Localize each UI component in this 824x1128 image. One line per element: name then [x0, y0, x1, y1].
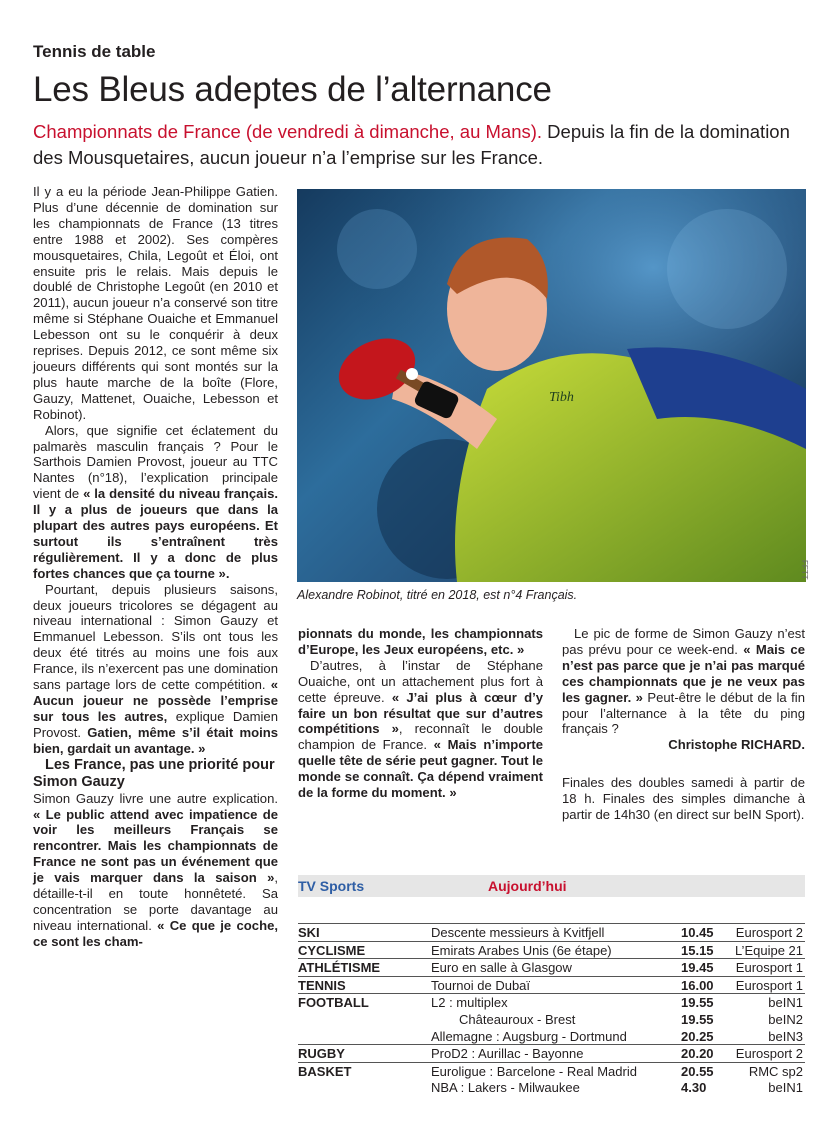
quote-gauzy-part1: « Ce que je coche, ce sont les cham-	[33, 917, 278, 949]
photo-credit: FFTT	[800, 560, 809, 580]
tv-row: RUGBY ProD2 : Aurillac - Bayonne 20.20 Eurosport 2	[298, 1046, 803, 1062]
paragraph-4: Simon Gauzy livre une autre explication. « Le public attend avec impatience de voir les meilleurs Français se rencontrer. Mais les championnats de France ne sont pas un événement que je vais marquer dans la saison », détaille-t-il en toute honnêteté. Sa concentration se porte davantage au niveau international. « Ce que je coche, ce sont les cham-	[33, 790, 278, 949]
subhead: Les France, pas une priorité pour Simon Gauzy	[33, 756, 275, 790]
chapo-text: Depuis la fin de la domination des Mousquetaires, aucun joueur n’a l’emprise sur les France.	[33, 121, 790, 168]
article-column-1	[33, 184, 278, 950]
quote-gauzy-part2: pionnats du monde, les championnats d’Europe, les Jeux européens, etc. »	[298, 626, 543, 657]
paragraph-finales: Finales des doubles samedi à partir de 18 h. Finales des simples dimanche à partir de 14h30 (en direct sur beIN Sport).	[562, 775, 805, 823]
photo-robinot	[297, 189, 806, 582]
paragraph-2: Alors, que signifie cet éclatement du palmarès masculin français ? Pour le Sarthois Damien Provost, joueur au TTC Nantes (n°18), l’explication principale vient de « la densité du niveau français. Il y a plus de joueurs que dans la plupart des autres pays européens. Et surtout ils s’entraînent très régulièrement. Il y a donc de plus fortes chances que ça tourne ».	[33, 422, 279, 581]
player-illustration	[297, 189, 806, 582]
tv-row: Châteauroux - Brest 19.55 beIN2	[459, 1011, 803, 1027]
headline: Les Bleus adeptes de l’alternance	[33, 70, 552, 109]
paragraph-6: Le pic de forme de Simon Gauzy n’est pas prévu pour ce week-end. « Mais ce n’est pas parce que je n’ai pas marqué ces championnats que je ne veux pas les gagner. » Peut-être le début de la fin pour l’alternance à la tête du ping français ?	[562, 626, 805, 737]
chapo-lead: Championnats de France (de vendredi à dimanche, au Mans).	[33, 121, 543, 142]
tv-title: TV Sports	[298, 878, 365, 894]
tv-row: BASKET Euroligue : Barcelone - Real Madrid 20.55 RMC sp2	[298, 1063, 803, 1079]
chapo	[33, 119, 813, 171]
tv-schedule	[298, 923, 805, 1096]
tv-row: TENNIS Tournoi de Dubaï 16.00 Eurosport 1	[298, 977, 803, 993]
paragraph-3: Pourtant, depuis plusieurs saisons, deux joueurs tricolores se dégagent au niveau international : Simon Gauzy et Emmanuel Lebesson. S’ils ont tous les deux été titrés au moins une fois aux France, ils n’exercent pas une domination sans partage lors de cette compétition. « Aucun joueur ne possède l’emprise sur tous les autres, explique Damien Provost. Gatien, même s’il était moins bien, gardait un avantage. »	[33, 581, 278, 756]
quote-provost-1: « la densité du niveau français. Il y a plus de joueurs que dans la plupart des autres pays européens. Et surtout ils s’entraînent très régulièrement. Il y a donc de plus fortes chances que ça tourne ».	[33, 486, 279, 581]
photo-caption: Alexandre Robinot, titré en 2018, est n°4 Français.	[297, 588, 578, 602]
article-column-2	[298, 626, 543, 801]
tv-row: SKI Descente messieurs à Kvitfjell 10.45 Eurosport 2	[298, 925, 803, 940]
article-column-3	[562, 626, 805, 823]
tv-row: FOOTBALL L2 : multiplex 19.55 beIN1	[298, 995, 803, 1011]
tv-row: Allemagne : Augsburg - Dortmund 20.25 beIN3	[431, 1028, 803, 1044]
section-kicker: Tennis de table	[33, 42, 156, 61]
tv-row: NBA : Lakers - Milwaukee 4.30 beIN1	[431, 1080, 803, 1096]
paragraph-1: Il y a eu la période Jean-Philippe Gatien. Plus d’une décennie de domination sur les championnats de France (13 titres entre 1988 et 2002). Ses compères mousquetaires, Chila, Legoût et Éloi, ont ensuite pris le relais. Mais depuis le doublé de Christophe Legoût (en 2010 et 2011), aucun joueur n’a conservé son titre même si Stéphane Ouaiche et Emmanuel Lebesson ont su le conquérir à deux reprises. Depuis 2012, ce sont même six joueurs différents qui sont montés sur la plus haute marche de la boîte (Flore, Gauzy, Mattenet, Ouaiche, Lebesson et Robinot).	[33, 184, 278, 422]
shirt-brand: Tibh	[549, 390, 574, 405]
tv-subtitle: Aujourd’hui	[488, 878, 567, 894]
tv-row: ATHLÉTISME Euro en salle à Glasgow 19.45 Eurosport 1	[298, 960, 803, 976]
paragraph-5: D’autres, à l’instar de Stéphane Ouaiche, ont un attachement plus fort à cette épreuve. « J’ai plus à cœur d’y faire un bon résultat que sur d’autres compétitions », reconnaît le double champion de France. « Mais n’importe quelle tête de série peut gagner. Tout le monde se connaît. Ça dépend vraiment de la forme du moment. »	[298, 657, 543, 801]
tv-sports-header	[298, 875, 805, 897]
tv-row: CYCLISME Emirats Arabes Unis (6e étape) 15.15 L’Equipe 21	[298, 942, 803, 958]
author-signature: Christophe RICHARD.	[668, 737, 805, 753]
